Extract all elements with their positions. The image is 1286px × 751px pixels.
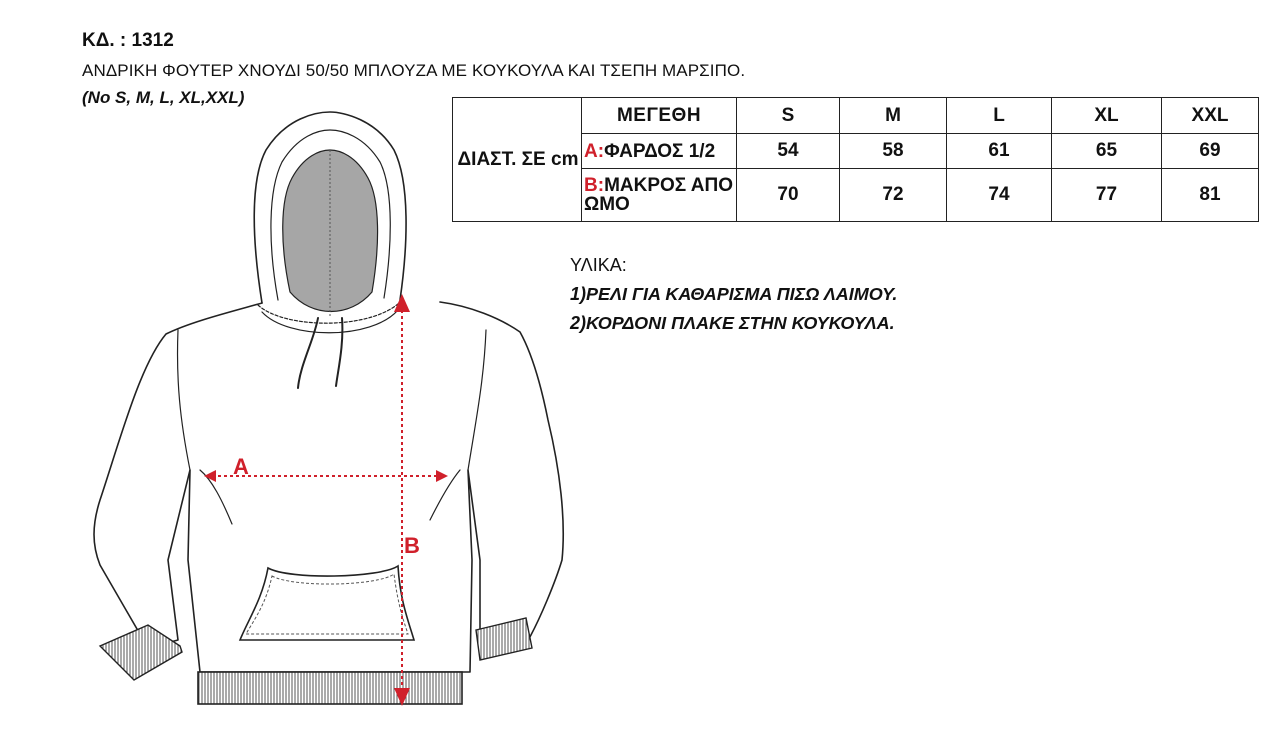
length-measurement <box>394 294 410 706</box>
width-marker: A <box>233 454 249 479</box>
dimensions-unit-label: ΔΙΑΣΤ. ΣΕ cm <box>453 98 582 222</box>
width-value-l: 61 <box>947 134 1052 169</box>
length-value-s: 70 <box>737 169 840 222</box>
width-value-xl: 65 <box>1052 134 1162 169</box>
size-header-m: M <box>840 98 947 134</box>
material-item-1: 1)ΡΕΛΙ ΓΙΑ ΚΑΘΑΡΙΣΜΑ ΠΙΣΩ ΛΑΙΜΟΥ. <box>570 284 898 304</box>
product-code: ΚΔ. : 1312 <box>82 30 174 51</box>
length-value-l: 74 <box>947 169 1052 222</box>
size-header-s: S <box>737 98 840 134</box>
width-value-xxl: 69 <box>1162 134 1259 169</box>
length-label: ΜΑΚΡΟΣ ΑΠΟ ΩΜΟ <box>584 175 733 215</box>
width-value-s: 54 <box>737 134 840 169</box>
width-value-m: 58 <box>840 134 947 169</box>
sizes-title: ΜΕΓΕΘΗ <box>582 98 737 134</box>
right-cuff <box>476 618 532 660</box>
length-value-xxl: 81 <box>1162 169 1259 222</box>
available-sizes-note: (No S, M, L, XL,XXL) <box>82 88 245 107</box>
length-letter: B: <box>584 175 605 196</box>
material-item-2: 2)ΚΟΡΔΟΝΙ ΠΛΑΚΕ ΣΤΗΝ ΚΟΥΚΟΥΛΑ. <box>570 313 895 333</box>
size-header-l: L <box>947 98 1052 134</box>
length-marker: B <box>404 533 420 558</box>
left-armhole-seam <box>178 330 191 470</box>
right-drawstring <box>336 318 342 386</box>
size-header-xxl: XXL <box>1162 98 1259 134</box>
right-armhole-seam <box>468 330 486 470</box>
left-drawstring <box>298 318 318 388</box>
waistband <box>198 672 462 704</box>
width-label: ΦΑΡΔΟΣ 1/2 <box>604 140 716 162</box>
left-cuff <box>100 625 182 680</box>
width-letter: A: <box>584 140 605 162</box>
length-value-m: 72 <box>840 169 947 222</box>
product-description: ΑΝΔΡΙΚΗ ΦΟΥΤΕΡ ΧΝΟΥΔΙ 50/50 ΜΠΛΟΥΖΑ ΜΕ ΚΟΥΚΟΥΛΑ ΚΑΙ ΤΣΕΠΗ ΜΑΡΣΙΠΟ. <box>82 61 746 80</box>
materials-title: ΥΛΙΚΑ: <box>570 255 627 275</box>
length-value-xl: 77 <box>1052 169 1162 222</box>
size-header-xl: XL <box>1052 98 1162 134</box>
